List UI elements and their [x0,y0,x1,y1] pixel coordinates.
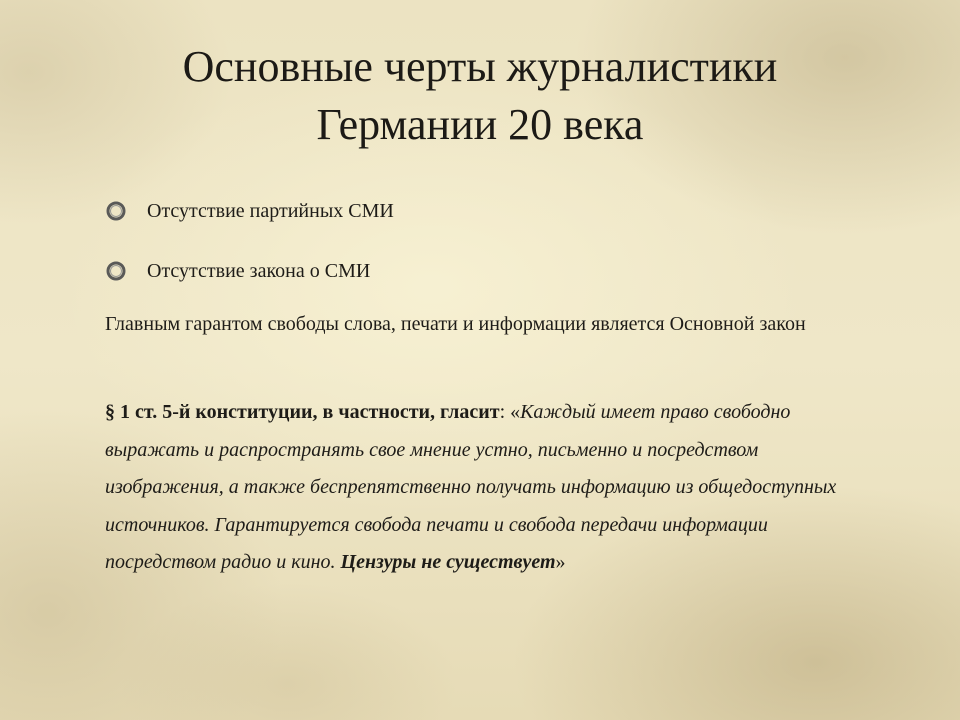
circle-bullet-icon [105,200,127,222]
quote-closing-mark: » [555,551,566,573]
bullet-item-no-party-media [105,194,865,228]
quote-body: Каждый имеет право свободно выражать и распространять свое мнение устно, письменно и посредством изображения, а также беспрепятственно получать информацию из общедоступных источников. Гарантируется свобода печати и свобода передачи информации посредством радио и кино. [105,401,837,573]
bullet-item-no-media-law [105,254,865,288]
circle-bullet-icon [105,260,127,282]
quote-lead: § 1 ст. 5-й конституции, в частности, гласит [105,401,500,423]
title-line-1: Основные черты журналистики [182,42,778,91]
slide-title [60,38,900,154]
quote-closing: Цензуры не существует [340,551,556,573]
bullet-text: Отсутствие партийных СМИ [147,200,394,222]
title-line-2: Германии 20 века [316,100,644,149]
constitution-quote [105,394,865,582]
bullet-text: Отсутствие закона о СМИ [147,260,371,282]
bullet-list [105,194,865,314]
main-paragraph: Главным гарантом свободы слова, печати и информации является Основной закон [105,313,806,335]
quote-lead-separator: : « [499,401,521,423]
